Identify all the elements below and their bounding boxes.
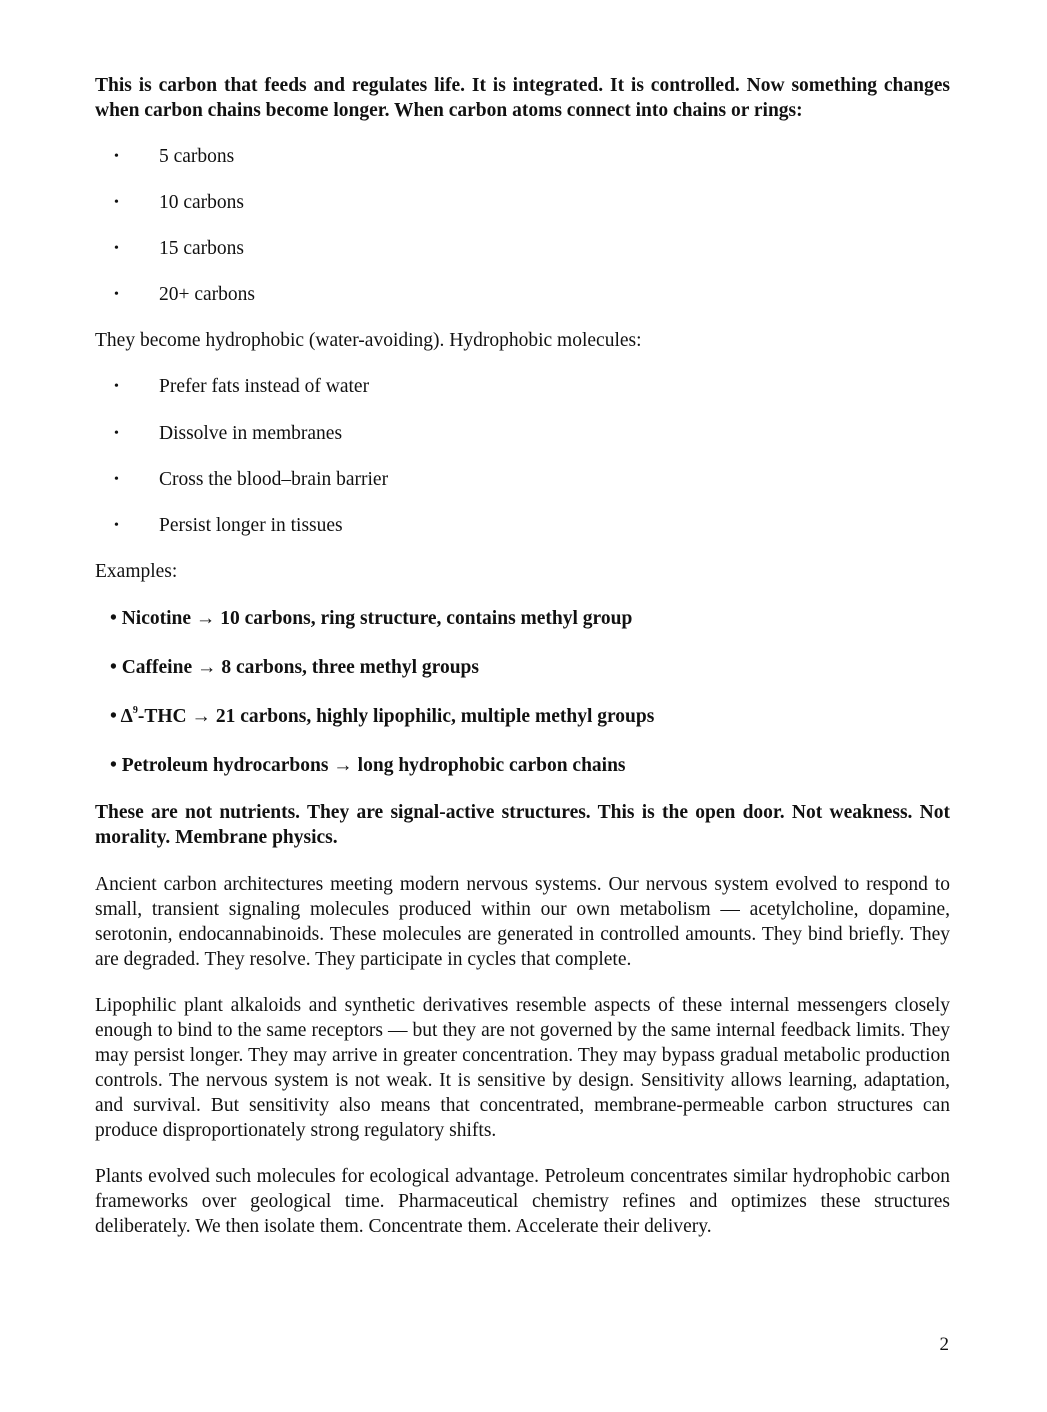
list-item: • 5 carbons	[114, 146, 235, 167]
list-item: • Cross the blood–brain barrier	[114, 469, 389, 490]
bullet-icon: •	[114, 195, 119, 210]
hydrophobic-properties-list	[95, 374, 950, 538]
bullet-icon: •	[114, 287, 119, 302]
bullet-icon: •	[114, 518, 119, 533]
bullet-icon: •	[114, 241, 119, 256]
list-item: • Prefer fats instead of water	[114, 376, 370, 397]
list-item: • Persist longer in tissues	[114, 515, 343, 536]
conclusion-paragraph: These are not nutrients. They are signal-active structures. This is the open door. Not weakness. Not morality. Membrane physics.	[95, 802, 950, 848]
carbon-count-list	[95, 144, 950, 307]
body-paragraph: Lipophilic plant alkaloids and synthetic derivatives resemble aspects of these internal messengers closely enough to bind to the same receptors — but they are not governed by the same internal feedback limits. They may persist longer. They may arrive in greater concentration. They may bypass gradual metabolic production controls. The nervous system is not weak. It is sensitive by design. Sensitivity allows learning, adaptation, and survival. But sensitivity also means that concentrated, membrane-permeable carbon structures can produce disproportionately strong regulatory shifts.	[95, 995, 950, 1141]
example-petroleum: • Petroleum hydrocarbons → long hydrophobic carbon chains	[110, 755, 626, 776]
page-number: 2	[939, 1334, 949, 1355]
bullet-icon: •	[114, 426, 119, 441]
bullet-icon: •	[114, 379, 119, 394]
list-item: • 15 carbons	[114, 238, 245, 259]
bullet-icon: •	[114, 472, 119, 487]
bullet-icon: •	[114, 149, 119, 164]
list-item: • 20+ carbons	[114, 284, 256, 305]
hydrophobic-intro: They become hydrophobic (water-avoiding). Hydrophobic molecules:	[95, 330, 642, 351]
body-paragraph: Plants evolved such molecules for ecological advantage. Petroleum concentrates similar hydrophobic carbon frameworks over geological time. Pharmaceutical chemistry refines and optimizes these structures deliberately. We then isolate them. Concentrate them. Accelerate their delivery.	[95, 1166, 950, 1237]
document-page	[95, 73, 950, 1239]
example-thc: • $\Delta^9$-THC → 21 carbons, highly lipophilic, multiple methyl groups	[110, 705, 655, 727]
body-paragraph: Ancient carbon architectures meeting modern nervous systems. Our nervous system evolved to respond to small, transient signaling molecules produced within our own metabolism — acetylcholine, dopamine, serotonin, endocannabinoids. These molecules are generated in controlled amounts. They bind briefly. They are degraded. They resolve. They participate in cycles that complete.	[95, 874, 950, 970]
examples-label: Examples:	[95, 561, 178, 582]
examples-list	[95, 606, 950, 778]
list-item: • 10 carbons	[114, 192, 245, 213]
list-item: • Dissolve in membranes	[114, 423, 343, 444]
intro-paragraph: This is carbon that feeds and regulates life. It is integrated. It is controlled. Now something changes when carbon chains become longer. When carbon atoms connect into chains or rings:	[95, 75, 950, 121]
example-nicotine: • Nicotine → 10 carbons, ring structure, contains methyl group	[110, 608, 633, 629]
example-caffeine: • Caffeine → 8 carbons, three methyl groups	[110, 657, 479, 678]
